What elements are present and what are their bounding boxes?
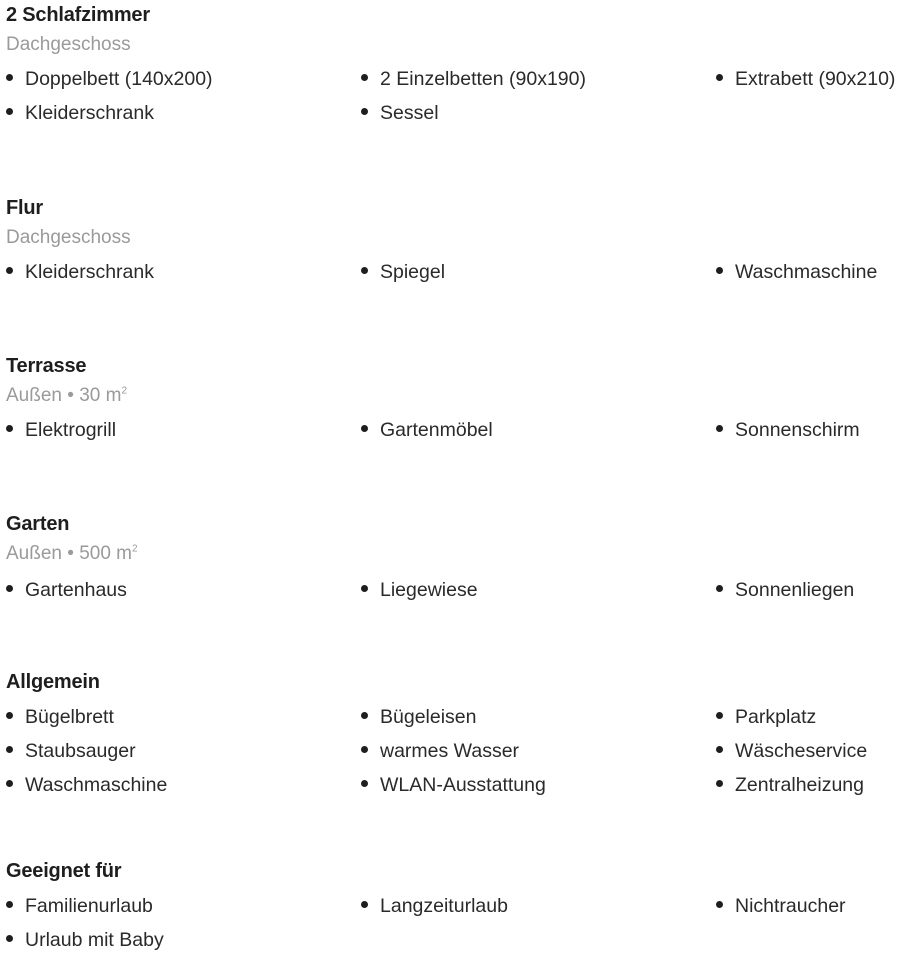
section-subtitle: Außen • 30 $m^2$ (6, 385, 127, 406)
amenity-grid (6, 67, 911, 131)
list-item: WLAN-Ausstattung (361, 773, 546, 797)
list-item: Nichtraucher (716, 894, 846, 918)
section-2-schlafzimmer (6, 3, 911, 131)
bullet-icon (361, 425, 368, 432)
bullet-icon (716, 712, 723, 719)
amenity-grid (6, 705, 911, 805)
bullet-icon (6, 780, 13, 787)
bullet-icon (716, 746, 723, 753)
bullet-icon (6, 746, 13, 753)
bullet-icon (6, 585, 13, 592)
list-item: Staubsauger (6, 739, 136, 763)
section-flur (6, 196, 911, 290)
bullet-icon (716, 585, 723, 592)
list-item: Bügeleisen (361, 705, 477, 729)
section-title: Allgemein (6, 671, 100, 693)
amenity-grid (6, 894, 911, 958)
section-title: Garten (6, 513, 70, 535)
bullet-icon (716, 780, 723, 787)
bullet-icon (361, 746, 368, 753)
section-subtitle: Dachgeschoss (6, 227, 131, 248)
amenity-grid (6, 578, 911, 608)
bullet-icon (6, 901, 13, 908)
list-item: Wäscheservice (716, 739, 867, 763)
section-terrasse (6, 354, 911, 448)
list-item: Familienurlaub (6, 894, 153, 918)
section-geeignet-fuer (6, 859, 911, 958)
section-garten (6, 512, 911, 608)
list-item: Urlaub mit Baby (6, 928, 164, 952)
bullet-icon (6, 935, 13, 942)
section-subtitle: Dachgeschoss (6, 34, 131, 55)
bullet-icon (361, 901, 368, 908)
list-item: Sonnenliegen (716, 578, 854, 602)
list-item: Doppelbett (140x200) (6, 67, 213, 91)
bullet-icon (716, 267, 723, 274)
section-title: Flur (6, 197, 43, 219)
bullet-icon (361, 267, 368, 274)
bullet-icon (6, 108, 13, 115)
amenity-grid (6, 260, 911, 290)
bullet-icon (6, 712, 13, 719)
list-item: Spiegel (361, 260, 445, 284)
section-title: Geeignet für (6, 860, 122, 882)
bullet-icon (361, 780, 368, 787)
list-item: Bügelbrett (6, 705, 114, 729)
list-item: Elektrogrill (6, 418, 116, 442)
list-item: Waschmaschine (716, 260, 877, 284)
list-item: Waschmaschine (6, 773, 167, 797)
section-allgemein (6, 670, 911, 805)
list-item: Kleiderschrank (6, 101, 154, 125)
section-subtitle: Außen • 500 $m^2$ (6, 543, 138, 564)
area-superscript: 2 (121, 385, 127, 397)
list-item: 2 Einzelbetten (90x190) (361, 67, 586, 91)
list-item: Sonnenschirm (716, 418, 860, 442)
list-item: Zentralheizung (716, 773, 864, 797)
bullet-icon (6, 74, 13, 81)
list-item: Extrabett (90x210) (716, 67, 895, 91)
amenity-grid (6, 418, 911, 448)
list-item: Langzeiturlaub (361, 894, 508, 918)
bullet-icon (716, 425, 723, 432)
list-item: Parkplatz (716, 705, 816, 729)
bullet-icon (6, 267, 13, 274)
bullet-icon (716, 901, 723, 908)
bullet-icon (361, 74, 368, 81)
list-item: Liegewiese (361, 578, 478, 602)
bullet-icon (361, 712, 368, 719)
list-item: Kleiderschrank (6, 260, 154, 284)
list-item: warmes Wasser (361, 739, 519, 763)
section-title: Terrasse (6, 355, 87, 377)
section-title: 2 Schlafzimmer (6, 4, 150, 26)
list-item: Gartenmöbel (361, 418, 493, 442)
bullet-icon (6, 425, 13, 432)
area-superscript: 2 (132, 543, 138, 555)
bullet-icon (361, 108, 368, 115)
bullet-icon (361, 585, 368, 592)
list-item: Sessel (361, 101, 439, 125)
list-item: Gartenhaus (6, 578, 127, 602)
bullet-icon (716, 74, 723, 81)
